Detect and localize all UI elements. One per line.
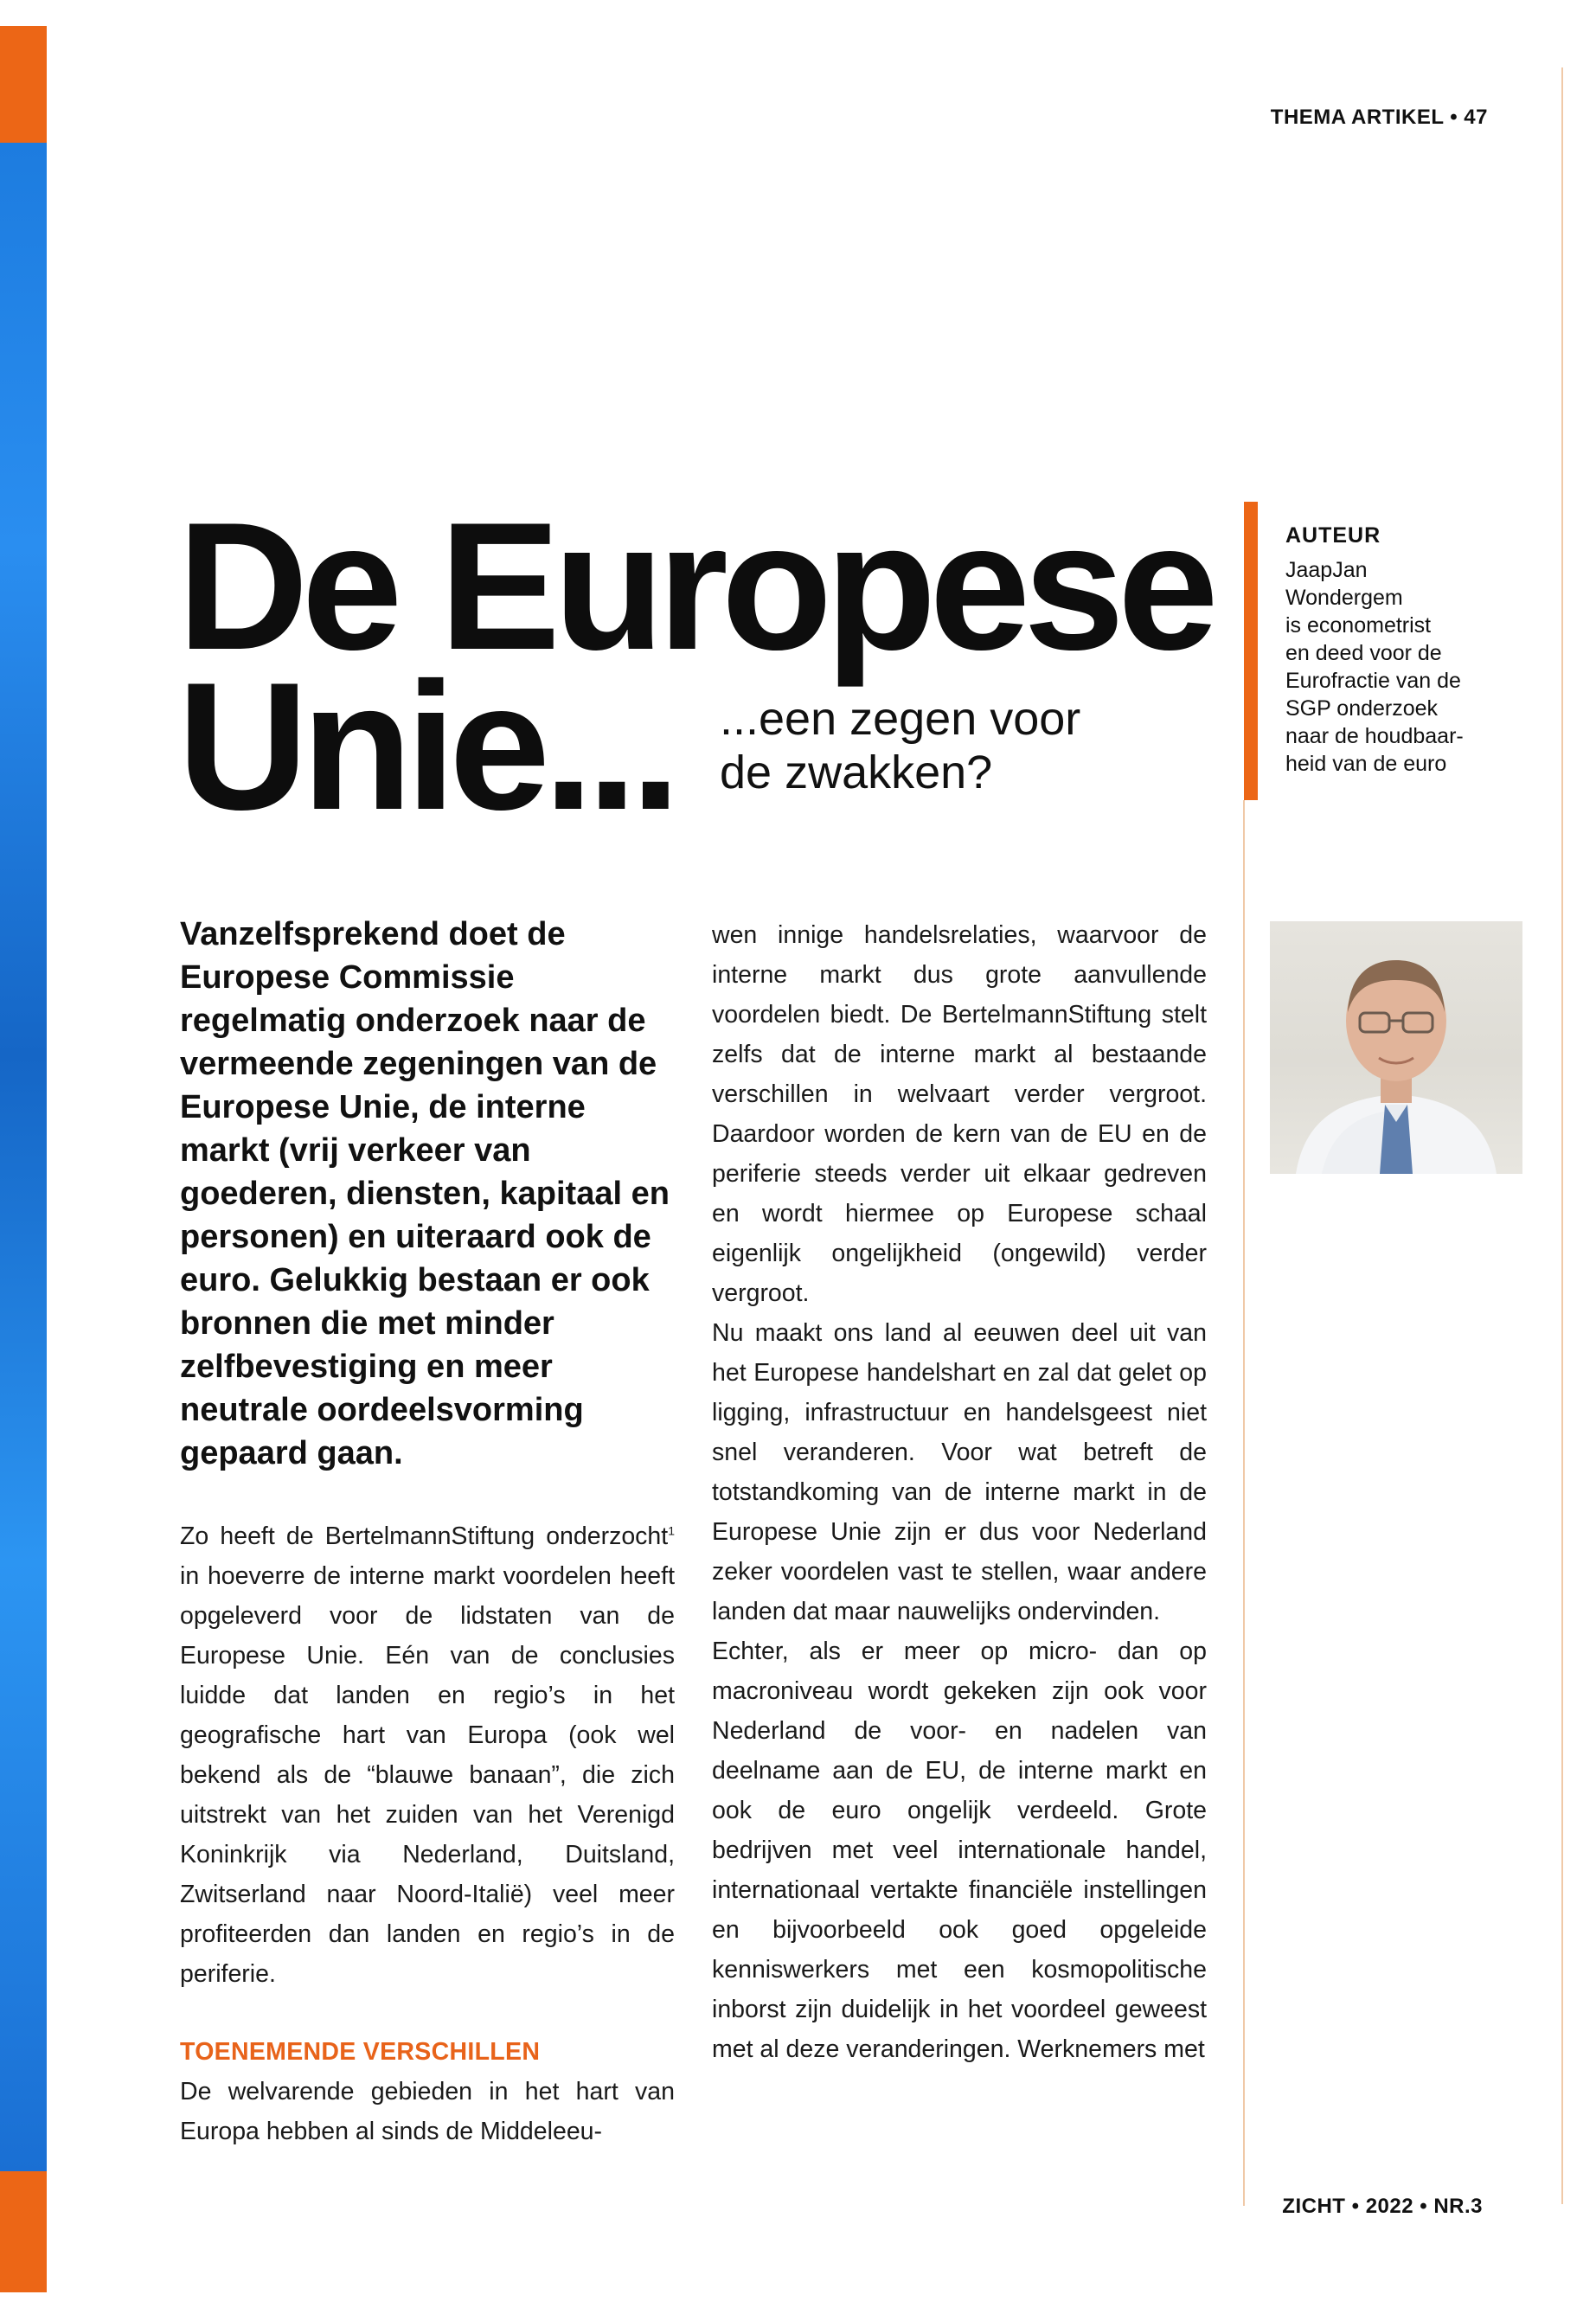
body-text: Zo heeft de BertelmannStiftung onderzocht [180,1522,669,1550]
lead-paragraph: Vanzelfsprekend doet de Europese Commissie regelmatig onderzoek naar de vermeende zegeningen van de Europese Unie, de interne markt (vrij verkeer van goederen, diensten, kapitaal en personen) en uiteraard ook de euro. Gelukkig bestaan er ook bronnen die met minder zelfbevestiging en meer neutrale oordeelsvorming gepaard gaan. [180,916,670,1471]
author-bio-line: Wondergem [1285,586,1403,610]
text-column-left [180,913,675,2151]
running-head: THEMA ARTIKEL • 47 [1270,106,1488,129]
footnote-marker: 1 [668,1523,675,1538]
author-accent-bar [1244,502,1258,800]
title-line-2: Unie... [177,644,675,848]
edge-strip-bottom [0,2171,47,2292]
author-label: AUTEUR [1285,523,1381,548]
right-margin-rule [1561,67,1563,2204]
body-paragraph: wen innige handelsrelaties, waarvoor de interne markt dus grote aanvullende voordelen biedt. De BertelmannStiftung stelt zelfs dat de interne markt al bestaande verschillen in welvaart verder vergroot. Daardoor worden de kern van de EU en de periferie steeds verder uit elkaar gedreven en wordt hiermee op Europese schaal eigenlijk ongelijkheid (ongewild) verder vergroot. [712,921,1207,1307]
body-paragraph: Echter, als er meer op micro- dan op macroniveau wordt gekeken zijn ook voor Nederland de voor- en nadelen van deelname aan de EU, de interne markt en ook de euro ongelijk verdeeld. Grote bedrijven met veel internationale handel, internationaal vertakte financiële instellingen en bijvoorbeeld ook goed opgeleide kenniswerkers met een kosmopolitische inborst zijn duidelijk in het voordeel geweest met al deze veranderingen. Werknemers met [712,1638,1207,2063]
author-bio [1285,556,1519,778]
running-foot: ZICHT • 2022 • NR.3 [1282,2195,1483,2218]
author-column-rule [1243,800,1245,2206]
author-bio-line: en deed voor de [1285,641,1442,665]
article-subtitle [720,692,1080,799]
subtitle-line-1: ...een zegen voor [720,693,1081,745]
author-bio-line: SGP onderzoek [1285,696,1439,721]
body-paragraph [180,1516,675,1994]
body-paragraph: Nu maakt ons land al eeuwen deel uit van het Europese handelshart en zal dat gelet op ligging, infrastructuur en handelsgeest niet snel veranderen. Voor wat betreft de totstandkoming van de interne markt in de Europese Unie zijn er dus voor Nederland zeker voordelen vast te stellen, waar andere landen dat maar nauwelijks ondervinden. [712,1319,1207,1625]
author-bio-line: is econometrist [1285,613,1432,638]
body-paragraph: De welvarende gebieden in het hart van Europa hebben al sinds de Middeleeu- [180,2078,675,2145]
author-bio-line: naar de houdbaar- [1285,724,1464,748]
author-bio-line: JaapJan [1285,558,1368,582]
edge-strip-top [0,26,47,143]
edge-strip-image [0,143,47,2171]
text-column-right [712,915,1207,2069]
author-bio-line: heid van de euro [1285,752,1447,776]
subtitle-line-2: de zwakken? [720,747,993,798]
section-subheading: TOENEMENDE VERSCHILLEN [180,2038,541,2066]
author-photo [1270,921,1522,1174]
body-text: in hoeverre de interne markt voordelen heeft opgeleverd voor de lidstaten van de Europese Unie. Eén van de conclusies luidde dat landen en regio’s in het geografische hart van Europa (ook wel bekend als de “blauwe banaan”, die zich uitstrekt van het zuiden van het Verenigd Koninkrijk via Nederland, Duitsland, Zwitserland naar Noord-Italië) veel meer profiteerden dan landen en regio’s in de periferie. [180,1562,675,1988]
author-bio-line: Eurofractie van de [1285,669,1461,693]
title-line-1: De Europese [177,484,1212,688]
